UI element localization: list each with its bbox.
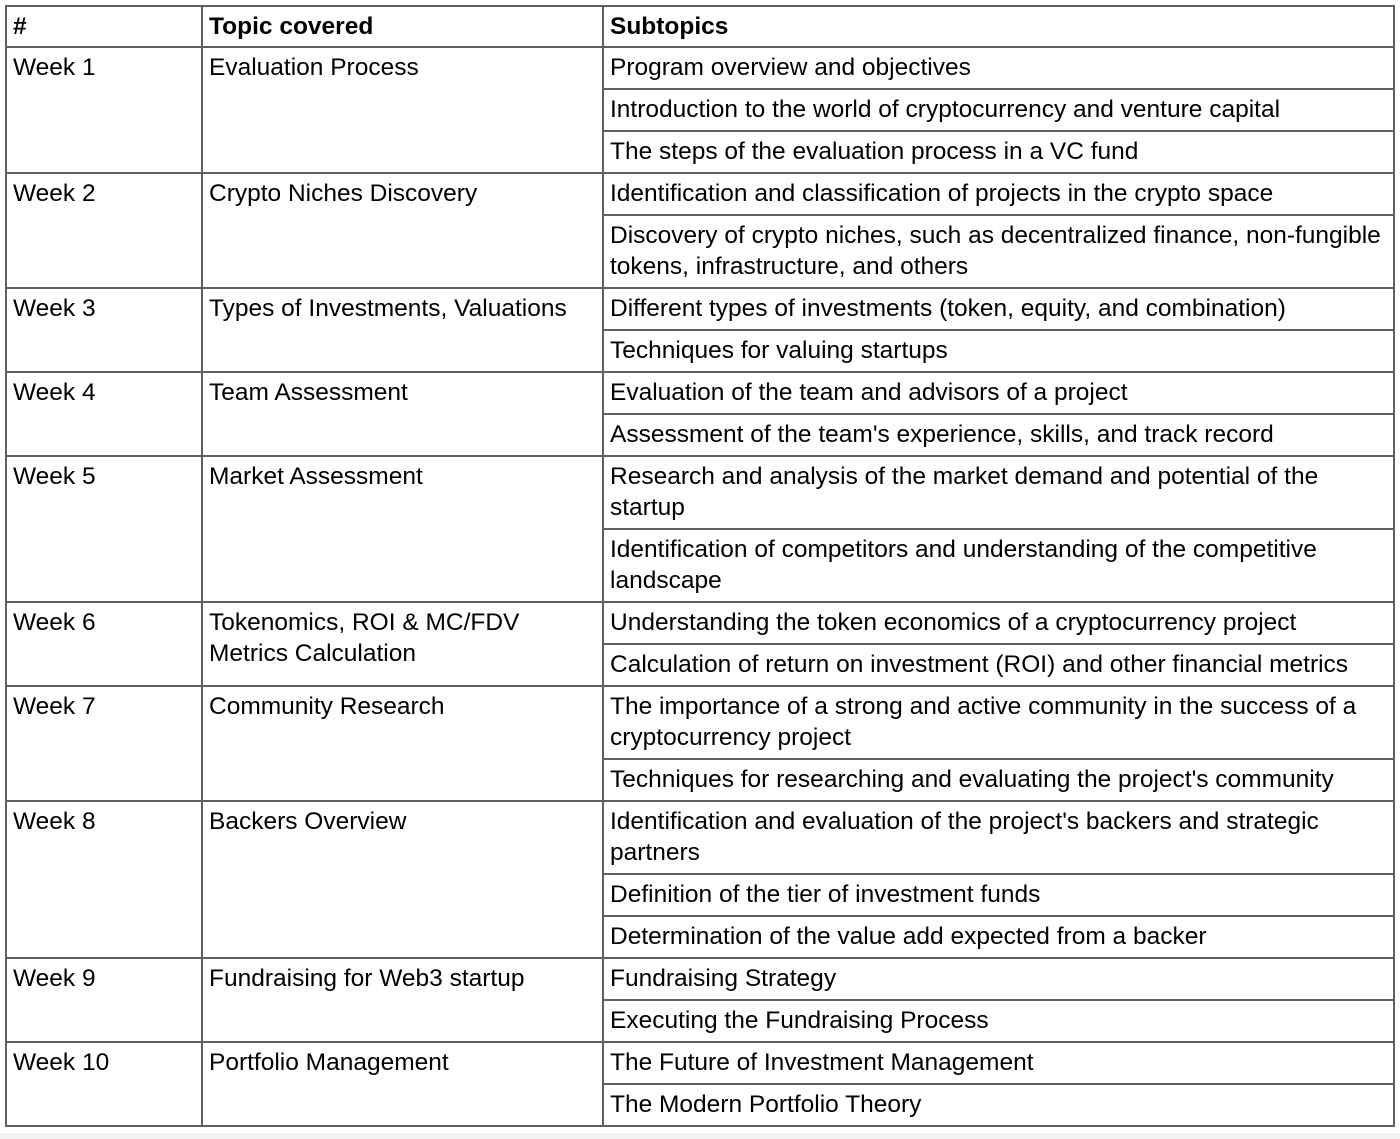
- subtopic-item: Research and analysis of the market demand and potential of the startup: [610, 463, 1319, 521]
- table-row: [6, 958, 1394, 1042]
- topic-cell: Crypto Niches Discovery: [202, 173, 603, 288]
- table-row: [6, 288, 1394, 372]
- subtopic-item: Identification and evaluation of the project's backers and strategic partners: [610, 808, 1319, 866]
- table-body: [6, 47, 1394, 1126]
- subtopics-cell: [603, 686, 1394, 801]
- sheet-edge: [0, 1133, 1400, 1139]
- week-cell: Week 7: [6, 686, 202, 801]
- subtopics-cell: [603, 47, 1394, 173]
- subtopic-item: Program overview and objectives: [610, 54, 971, 81]
- subtopic-item: Calculation of return on investment (ROI) and other financial metrics: [604, 643, 1393, 685]
- curriculum-table: [5, 5, 1395, 1127]
- table-row: [6, 47, 1394, 173]
- week-cell: Week 8: [6, 801, 202, 958]
- week-cell: Week 2: [6, 173, 202, 288]
- table-row: [6, 1042, 1394, 1126]
- subtopic-item: Executing the Fundraising Process: [604, 999, 1393, 1041]
- topic-cell: Evaluation Process: [202, 47, 603, 173]
- subtopic-item: Assessment of the team's experience, skills, and track record: [604, 413, 1393, 455]
- topic-cell: Portfolio Management: [202, 1042, 603, 1126]
- subtopic-item: Fundraising Strategy: [610, 965, 837, 992]
- subtopic-item: The steps of the evaluation process in a VC fund: [604, 130, 1393, 172]
- subtopic-item: The importance of a strong and active community in the success of a cryptocurrency project: [610, 693, 1357, 751]
- subtopics-cell: [603, 801, 1394, 958]
- topic-cell: Team Assessment: [202, 372, 603, 456]
- week-cell: Week 6: [6, 602, 202, 686]
- table-row: [6, 801, 1394, 958]
- subtopic-item: Techniques for valuing startups: [604, 329, 1393, 371]
- topic-cell: Market Assessment: [202, 456, 603, 602]
- topic-cell: Types of Investments, Valuations: [202, 288, 603, 372]
- subtopic-item: Identification and classification of projects in the crypto space: [610, 180, 1274, 207]
- week-cell: Week 9: [6, 958, 202, 1042]
- subtopic-item: Determination of the value add expected from a backer: [604, 915, 1393, 957]
- table-row: [6, 372, 1394, 456]
- subtopics-cell: [603, 372, 1394, 456]
- subtopic-item: Introduction to the world of cryptocurrency and venture capital: [604, 88, 1393, 130]
- subtopic-item: Identification of competitors and understanding of the competitive landscape: [604, 528, 1393, 601]
- week-cell: Week 3: [6, 288, 202, 372]
- subtopic-item: The Modern Portfolio Theory: [604, 1083, 1393, 1125]
- week-cell: Week 5: [6, 456, 202, 602]
- subtopics-cell: [603, 456, 1394, 602]
- week-cell: Week 10: [6, 1042, 202, 1126]
- subtopics-cell: [603, 173, 1394, 288]
- subtopics-cell: [603, 1042, 1394, 1126]
- topic-cell: Fundraising for Web3 startup: [202, 958, 603, 1042]
- header-topic: Topic covered: [202, 6, 603, 47]
- topic-cell: Backers Overview: [202, 801, 603, 958]
- header-row: [6, 6, 1394, 47]
- subtopic-item: Evaluation of the team and advisors of a project: [610, 379, 1128, 406]
- subtopic-item: Discovery of crypto niches, such as decentralized finance, non-fungible tokens, infrastructure, and others: [604, 214, 1393, 287]
- header-number: #: [6, 6, 202, 47]
- subtopic-item: Techniques for researching and evaluating the project's community: [604, 758, 1393, 800]
- subtopic-item: Understanding the token economics of a cryptocurrency project: [610, 609, 1297, 636]
- table-row: [6, 686, 1394, 801]
- topic-cell: Community Research: [202, 686, 603, 801]
- topic-cell: Tokenomics, ROI & MC/FDV Metrics Calculation: [202, 602, 603, 686]
- subtopics-cell: [603, 958, 1394, 1042]
- subtopic-item: The Future of Investment Management: [610, 1049, 1034, 1076]
- week-cell: Week 4: [6, 372, 202, 456]
- table-row: [6, 173, 1394, 288]
- week-cell: Week 1: [6, 47, 202, 173]
- subtopic-item: Different types of investments (token, equity, and combination): [610, 295, 1286, 322]
- header-subtopics: Subtopics: [603, 6, 1394, 47]
- subtopics-cell: [603, 602, 1394, 686]
- table-row: [6, 602, 1394, 686]
- subtopics-cell: [603, 288, 1394, 372]
- table-row: [6, 456, 1394, 602]
- subtopic-item: Definition of the tier of investment funds: [604, 873, 1393, 915]
